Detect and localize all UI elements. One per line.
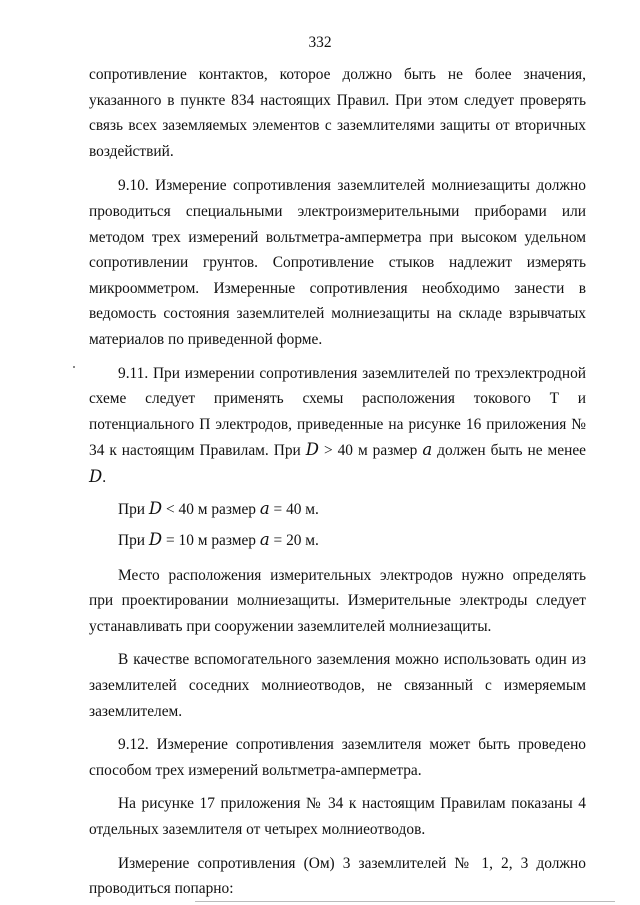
paragraph-9-11 bbox=[89, 361, 586, 491]
scan-bottom-edge bbox=[195, 901, 615, 902]
variable-D: D bbox=[89, 466, 103, 486]
paragraph-continuation: сопротивление контактов, которое должно быть не более значения, указанного в пункте 834 настоящих Правил. При этом следует проверять связь всех заземляемых элементов с заземлителями защиты от вторичных воздействий. bbox=[89, 66, 586, 160]
paragraph-auxiliary-ground: В качестве вспомогательного заземления можно использовать один из заземлителей соседних молниеотводов, не связанный с измеряемым заземлителем. bbox=[89, 651, 586, 720]
condition-text: При bbox=[118, 532, 149, 550]
paragraph-9-11-text: > 40 м размер bbox=[318, 442, 423, 460]
paragraph-9-12: 9.12. Измерение сопротивления заземлителя может быть проведено способом трех измерений вольтметра-амперметра. bbox=[89, 736, 586, 779]
condition-text: = 20 м. bbox=[269, 532, 319, 550]
paragraph-9-11-text: 9.11. При измерении сопротивления заземлителей по трехэлектродной схеме следует применять схемы расположения токового Т и потенциального П электродов, приведенные на рисунке 16 приложения № 34 к настоящим Правилам. При bbox=[89, 364, 586, 460]
paragraph-9-10: 9.10. Измерение сопротивления заземлителей молниезащиты должно проводиться специальными электроизмерительными приборами или методом трех измерений вольтметра-амперметра при высоком удельном сопротивлении грунтов. Сопротивление стыков надлежит измерять микроомметром. Измеренные сопротивления необходимо занести в ведомость состояния заземлителей молниезащиты на складе взрывчатых материалов по приведенной форме. bbox=[89, 177, 586, 348]
variable-a: a bbox=[259, 530, 270, 550]
variable-a: a bbox=[259, 498, 270, 518]
condition-text: = 40 м. bbox=[269, 500, 319, 518]
body-text bbox=[89, 62, 586, 905]
condition-text: < 40 м размер bbox=[162, 500, 260, 518]
condition-text: При bbox=[118, 500, 149, 518]
variable-D: D bbox=[148, 530, 163, 550]
condition-d-less-40 bbox=[89, 496, 586, 523]
condition-text: = 10 м размер bbox=[162, 532, 260, 550]
paragraph-electrode-location: Место расположения измерительных электродов нужно определять при проектировании молниезащиты. Измерительные электроды следует устанавливать при сооружении заземлителей молниезащиты. bbox=[89, 566, 586, 635]
paragraph-9-11-text: должен быть не менее bbox=[432, 442, 586, 460]
variable-D: D bbox=[148, 498, 163, 518]
paragraph-figure-17: На рисунке 17 приложения № 34 к настоящим Правилам показаны 4 отдельных заземлителя от четырех молниеотводов. bbox=[89, 795, 586, 839]
variable-a: a bbox=[422, 440, 433, 460]
scan-margin-mark bbox=[73, 366, 75, 368]
page-number: 332 bbox=[308, 34, 332, 51]
variable-D: D bbox=[305, 440, 319, 460]
paragraph-pairwise-measurement: Измерение сопротивления (Ом) 3 заземлителей № 1, 2, 3 должно проводиться попарно: bbox=[89, 854, 586, 898]
condition-d-equals-10 bbox=[89, 527, 586, 554]
paragraph-9-11-text: . bbox=[102, 468, 107, 486]
